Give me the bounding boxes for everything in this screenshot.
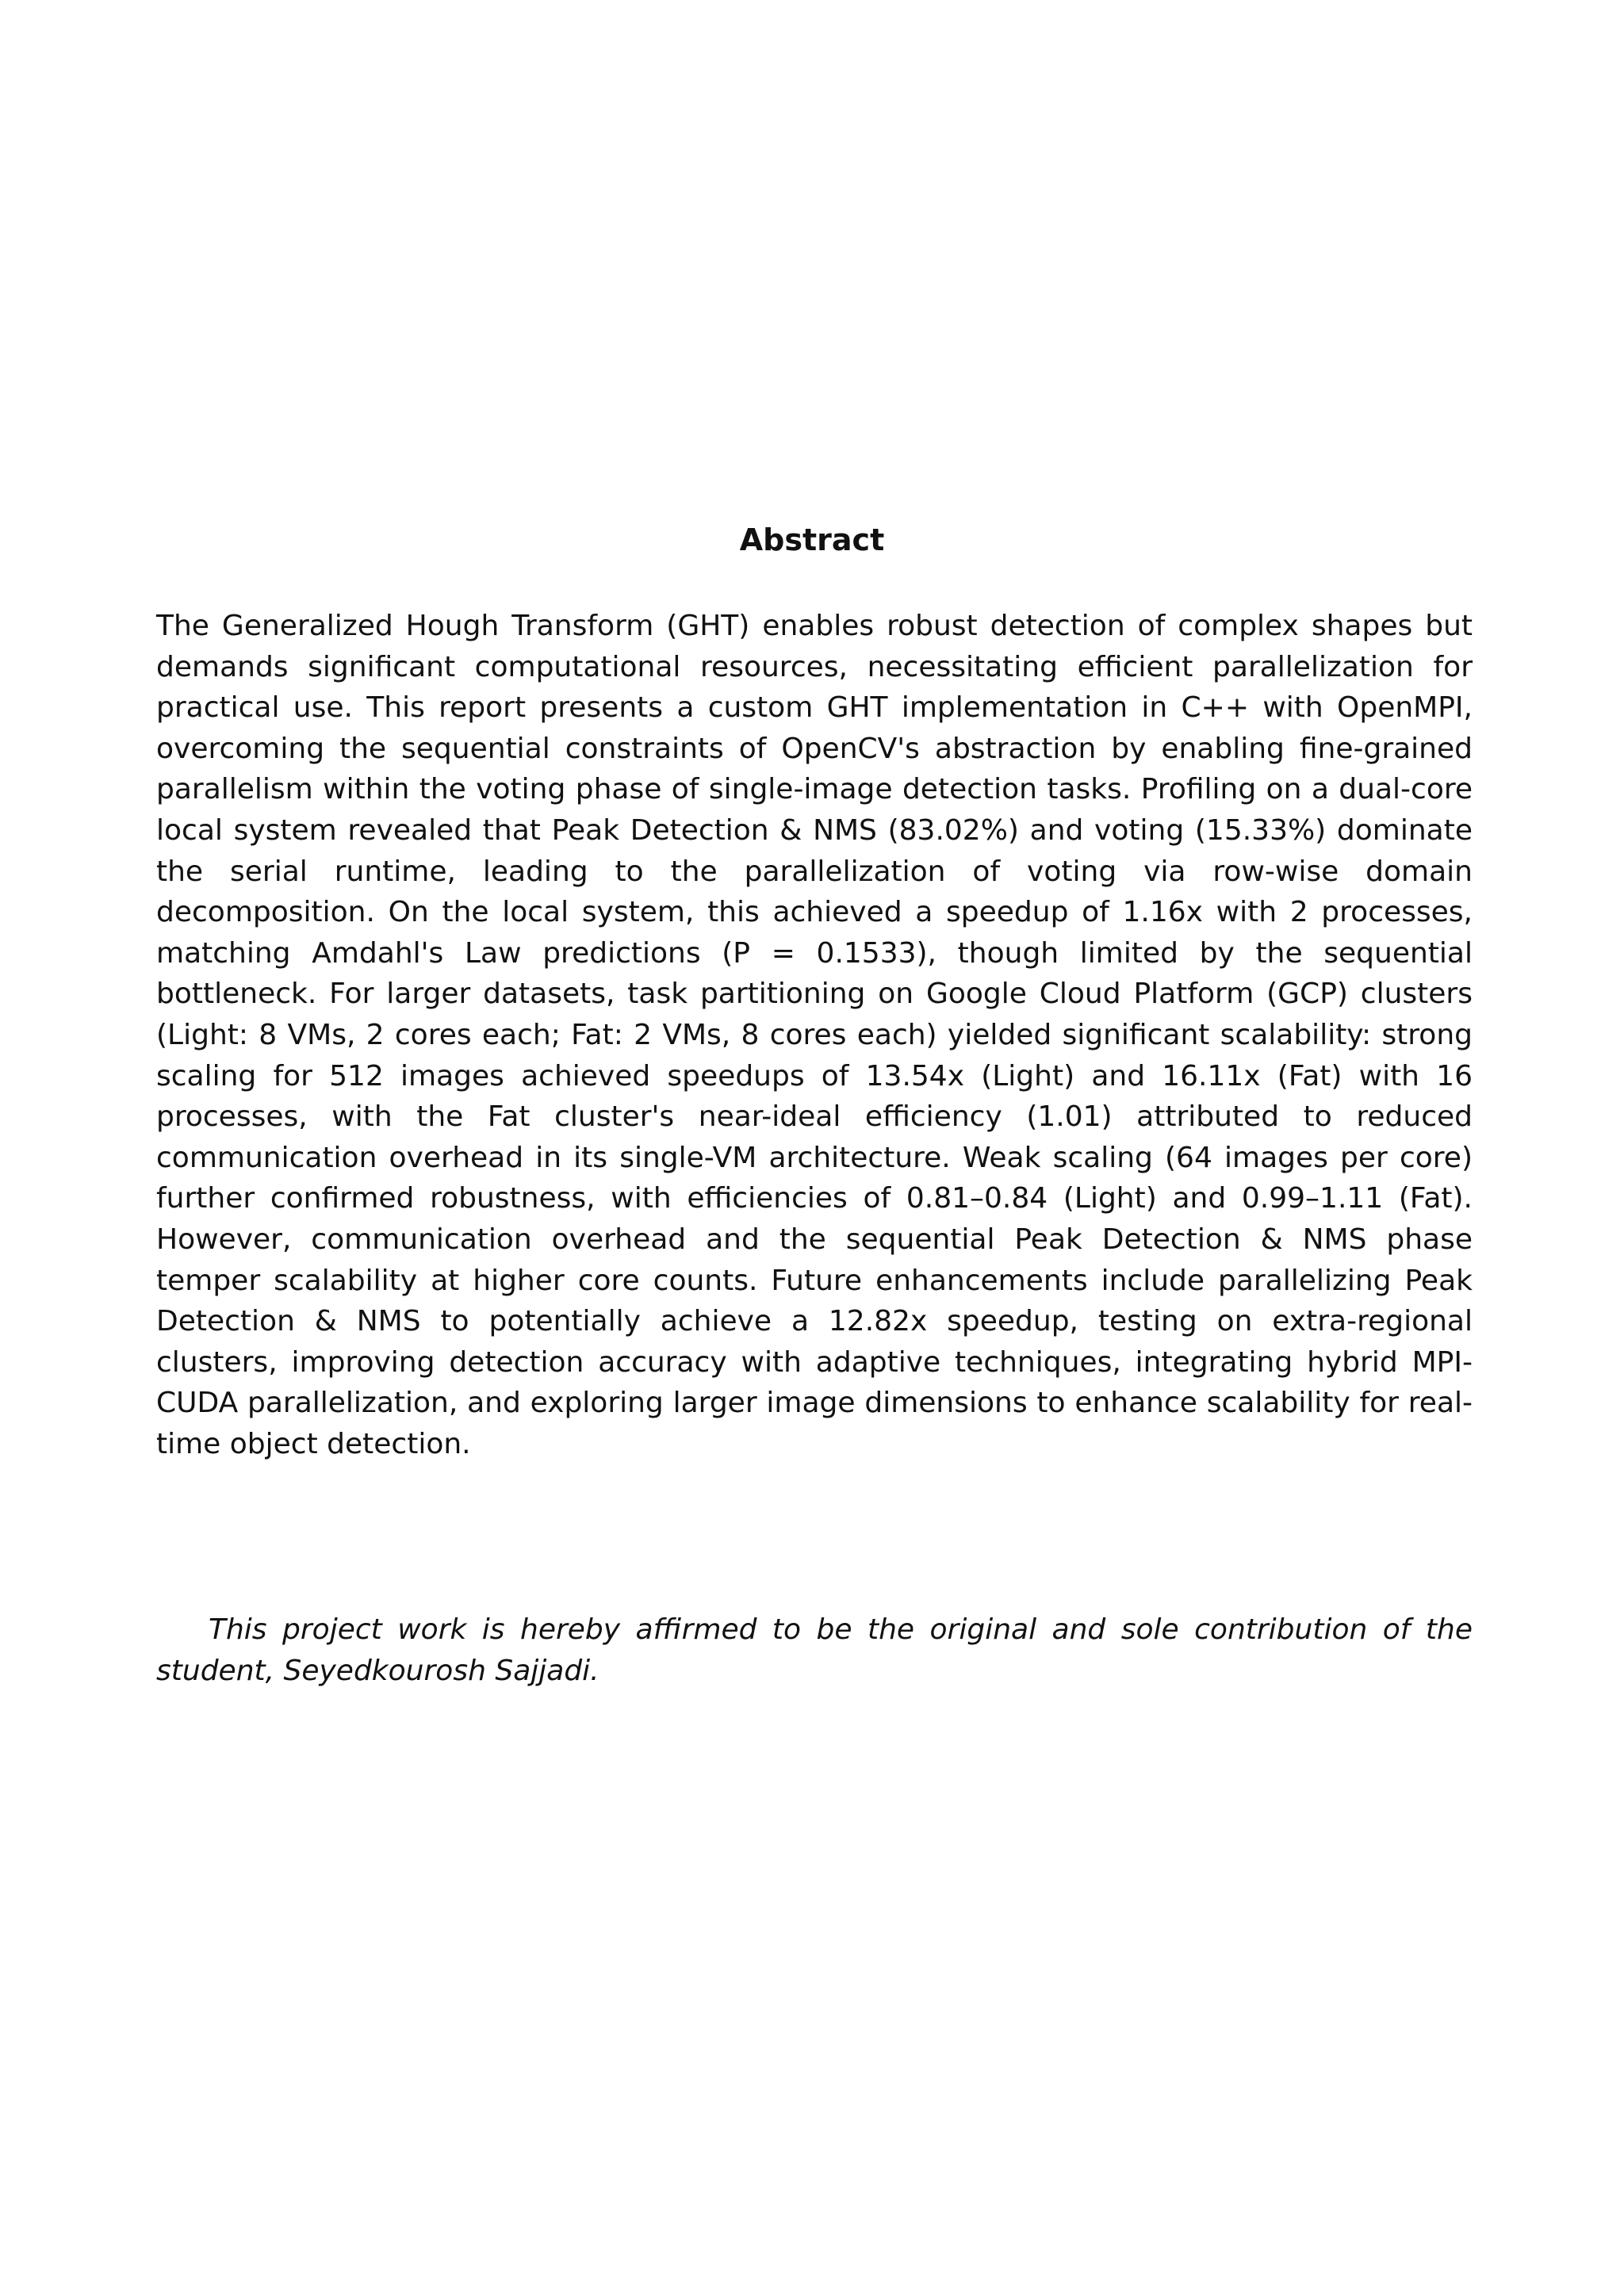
abstract-paragraph: The Generalized Hough Transform (GHT) enables robust detection of complex shapes but demands significant computational resources, necessitating efficient parallelization for practical use. This report presents a custom GHT implementation in C++ with OpenMPI, overcoming the sequential constraints of OpenCV's abstraction by enabling fine-grained parallelism within the voting phase of single-image detection tasks. Profiling on a dual-core local system revealed that Peak Detection & NMS (83.02%) and voting (15.33%) dominate the serial runtime, leading to the parallelization of voting via row-wise domain decomposition. On the local system, this achieved a speedup of 1.16x with 2 processes, matching Amdahl's Law predictions (P = 0.1533), though limited by the sequential bottleneck. For larger datasets, task partitioning on Google Cloud Platform (GCP) clusters (Light: 8 VMs, 2 cores each; Fat: 2 VMs, 8 cores each) yielded significant scalability: strong scaling for 512 images achieved speedups of 13.54x (Light) and 16.11x (Fat) with 16 processes, with the Fat cluster's near-ideal efficiency (1.01) attributed to reduced communication overhead in its single-VM architecture. Weak scaling (64 images per core) further confirmed robustness, with efficiencies of 0.81–0.84 (Light) and 0.99–1.11 (Fat). However, communication overhead and the sequential Peak Detection & NMS phase temper scalability at higher core counts. Future enhancements include parallelizing Peak Detection & NMS to potentially achieve a 12.82x speedup, testing on extra-regional clusters, improving detection accuracy with adaptive techniques, integrating hybrid MPI-CUDA parallelization, and exploring larger image dimensions to enhance scalability for real-time object detection. bbox=[156, 610, 1473, 1460]
abstract-heading: Abstract bbox=[739, 522, 885, 558]
affirmation-statement: This project work is hereby affirmed to be the original and sole contribution of the student, Seyedkourosh Sajjadi. bbox=[156, 1613, 1473, 1687]
